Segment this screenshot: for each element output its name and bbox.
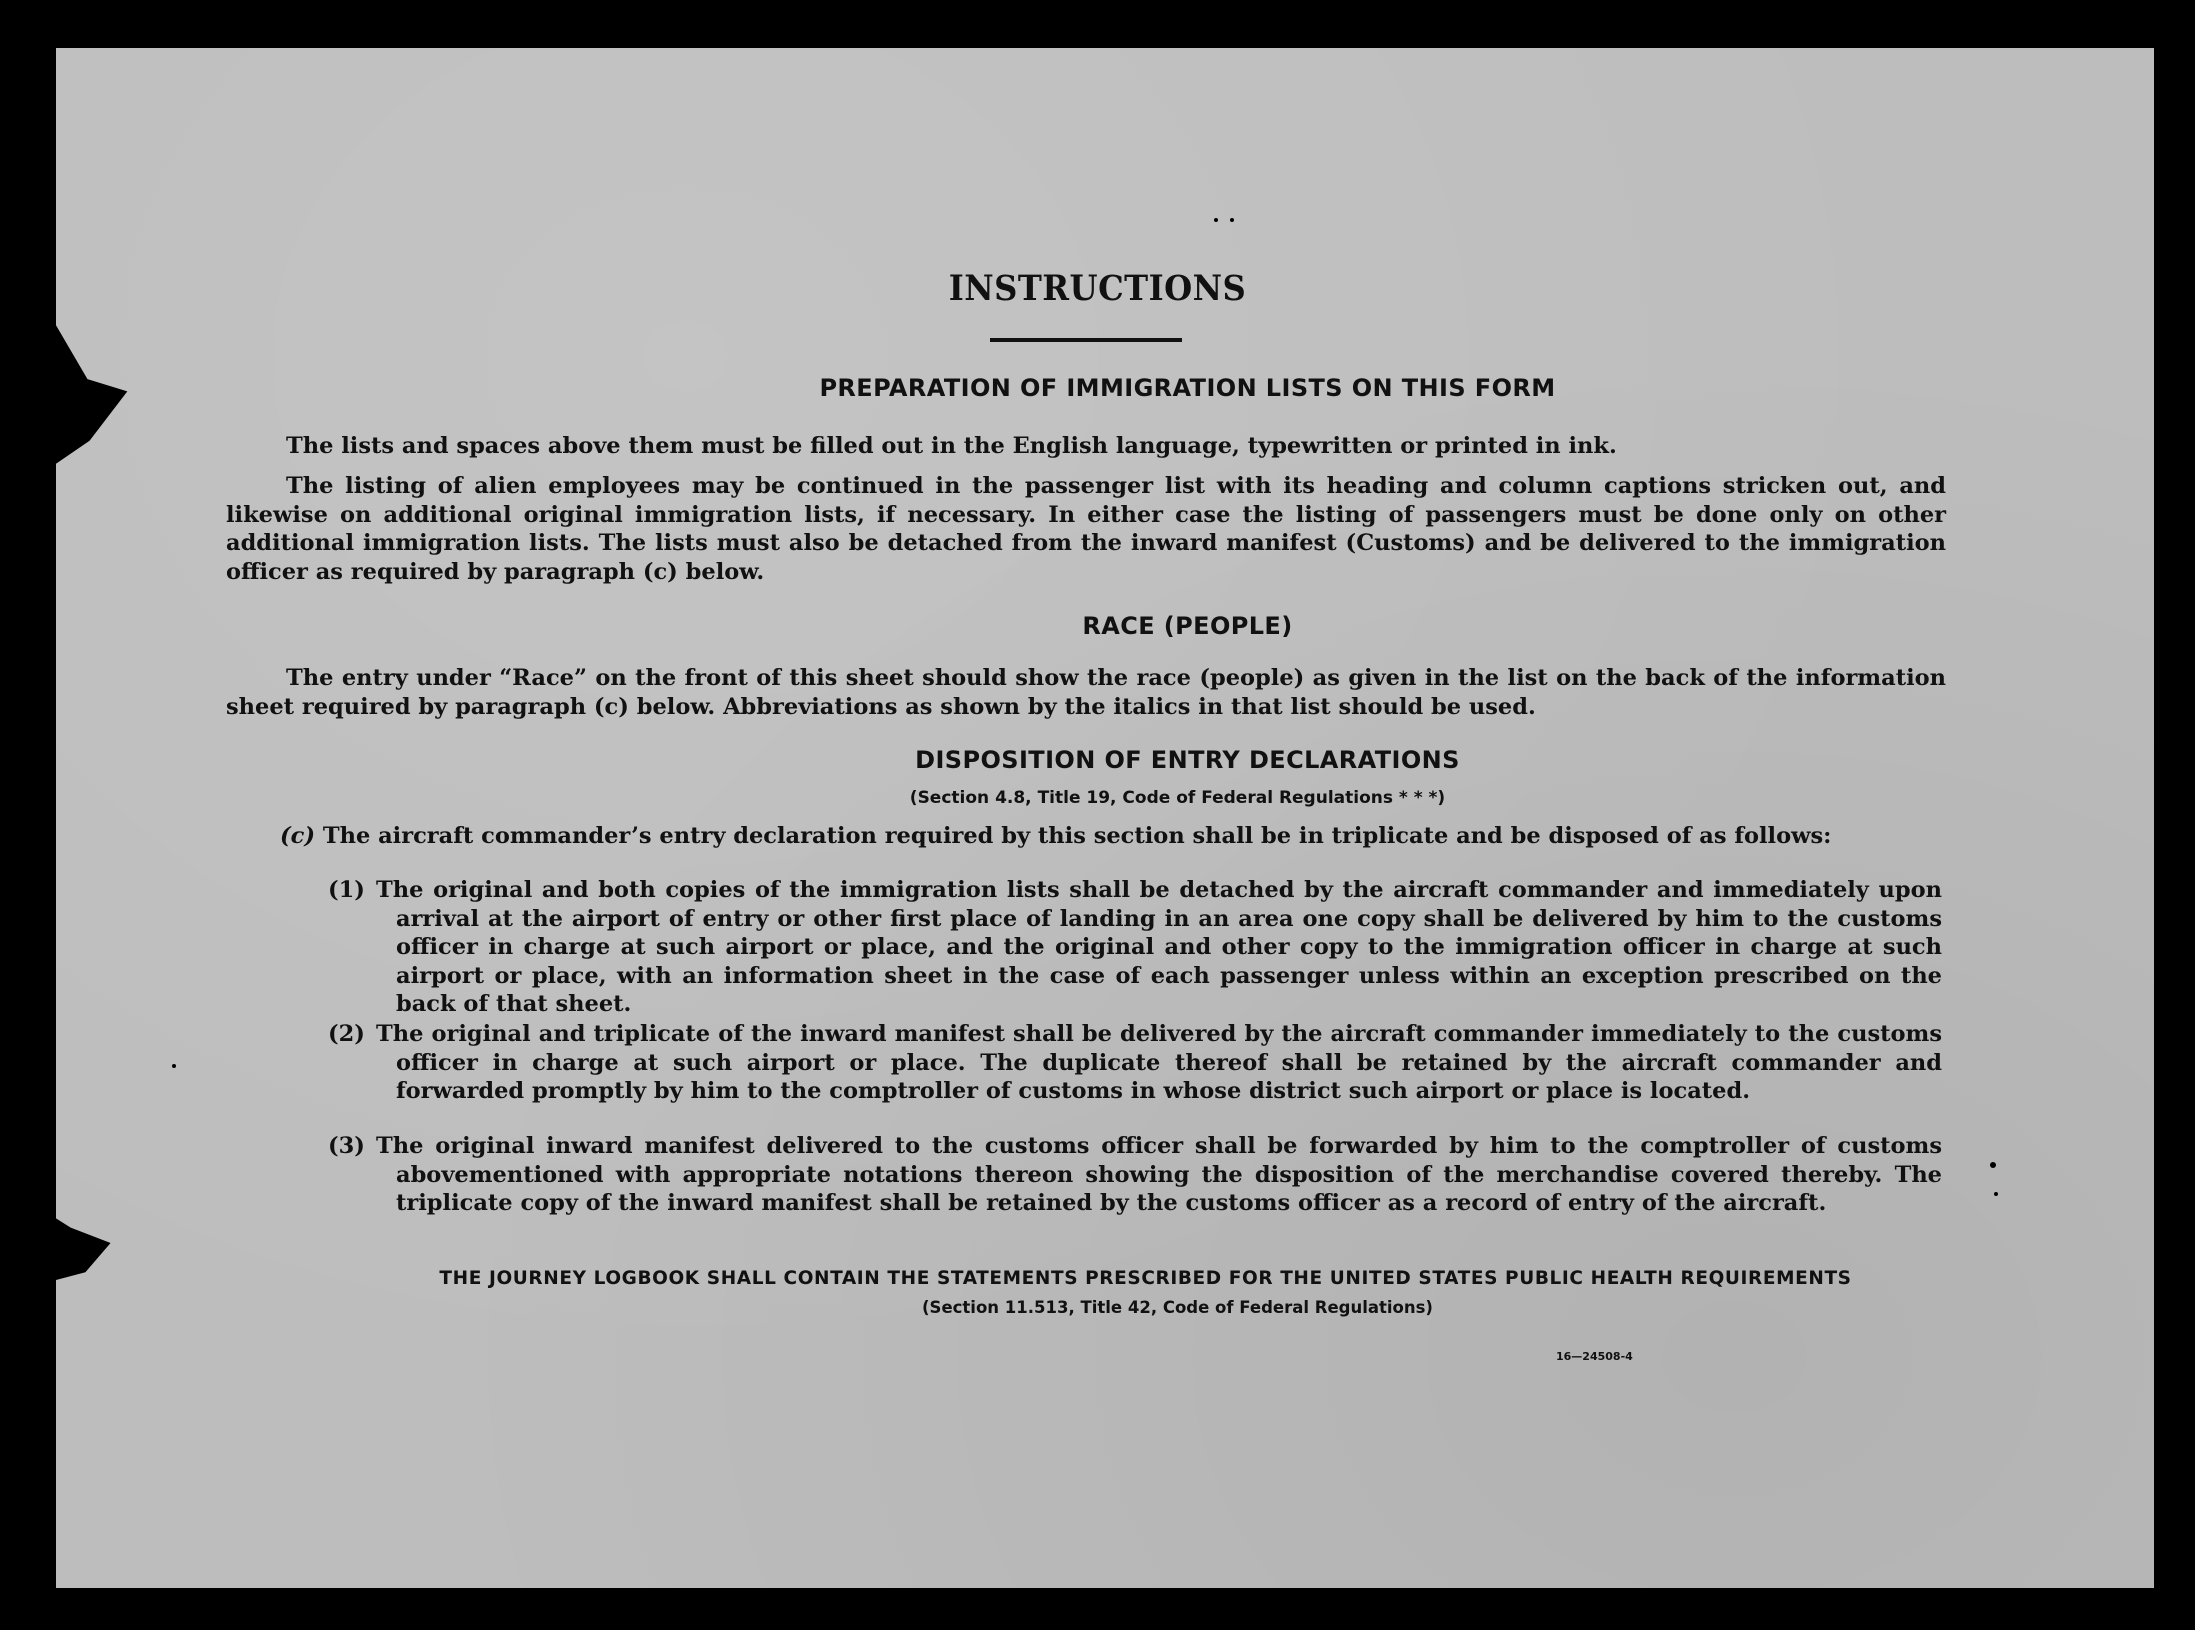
title-underline (990, 338, 1182, 342)
disposition-clause (280, 822, 1960, 851)
item-text: The original and both copies of the immigration lists shall be detached by the aircraft commander and immediately upon arrival at the airport of entry or other first place of landing in an area one copy shall be delivered by him to the customs officer in charge at such airport or place, and the original and other copy to the immigration officer in charge at such airport or place, with an information sheet in the case of each passenger unless within an exception prescribed on the back of that sheet. (376, 877, 1942, 1017)
scan-speck (1990, 1162, 1996, 1168)
form-code: 16—24508-4 (1556, 1350, 1633, 1363)
clause-text: The aircraft commander’s entry declaration required by this section shall be in triplicate and be disposed of as follows: (322, 823, 1832, 849)
disposition-item-3 (328, 1132, 1942, 1218)
disposition-item-2 (328, 1020, 1942, 1106)
disposition-item-1 (328, 876, 1942, 1019)
scan-speck (172, 1064, 176, 1068)
item-number: (1) (328, 877, 365, 903)
item-number: (2) (328, 1021, 365, 1047)
immigration-paragraph-2: The listing of alien employees may be continued in the passenger list with its heading and column captions stricken out, and likewise on additional original immigration lists, if necessary. In either case the listing of passengers must be done only on other additional immigration lists. The lists must also be detached from the inward manifest (Customs) and be delivered to the immigration officer as required by paragraph (c) below. (226, 473, 1946, 585)
scan-speck (1214, 218, 1218, 222)
item-text: The original and triplicate of the inward manifest shall be delivered by the aircraft commander immediately to the customs officer in charge at such airport or place. The duplicate thereof shall be retained by the aircraft commander and forwarded promptly by him to the comptroller of customs in whose district such airport or place is located. (376, 1021, 1942, 1104)
race-section-heading: RACE (PEOPLE) (1082, 612, 1293, 640)
item-number: (3) (328, 1133, 365, 1159)
race-paragraph: The entry under “Race” on the front of this sheet should show the race (people) as given in the list on the back of the information sheet required by paragraph (c) below. Abbreviations as shown by the italics in that list should be used. (226, 665, 1946, 720)
immigration-section-heading: PREPARATION OF IMMIGRATION LISTS ON THIS FORM (819, 374, 1556, 402)
health-requirements-notice: THE JOURNEY LOGBOOK SHALL CONTAIN THE STATEMENTS PRESCRIBED FOR THE UNITED STATES PUBLIC HEALTH REQUIREMENTS (439, 1268, 1852, 1289)
disposition-citation: (Section 4.8, Title 19, Code of Federal Regulations * * *) (909, 788, 1446, 808)
immigration-paragraph-1: The lists and spaces above them must be filled out in the English language, typewritten or printed in ink. (286, 433, 1617, 459)
scan-speck (1230, 218, 1234, 222)
page-title: INSTRUCTIONS (948, 268, 1247, 309)
health-requirements-citation: (Section 11.513, Title 42, Code of Federal Regulations) (922, 1298, 1433, 1317)
disposition-section-heading: DISPOSITION OF ENTRY DECLARATIONS (915, 746, 1460, 774)
scan-speck (1994, 1192, 1998, 1196)
item-text: The original inward manifest delivered to the customs officer shall be forwarded by him to the comptroller of customs abovementioned with appropriate notations thereon showing the disposition of the merchandise covered thereby. The triplicate copy of the inward manifest shall be retained by the customs officer as a record of entry of the aircraft. (376, 1133, 1942, 1216)
clause-label: (c) (280, 823, 315, 849)
